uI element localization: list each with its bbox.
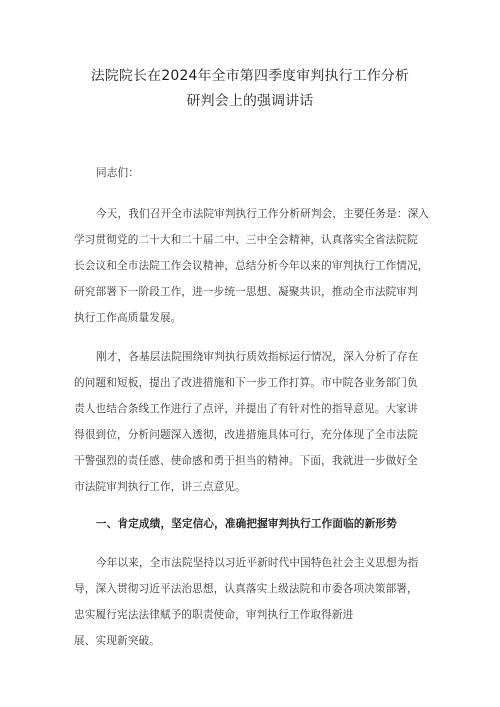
greeting: 同志们：: [96, 167, 139, 179]
paragraph-3-line-4: 展、实现新突破。: [74, 635, 160, 647]
paragraph-3-line-1: 今年以来，全市法院坚持以习近平新时代中国特色社会主义思想为指: [96, 557, 419, 569]
document-body: [74, 0, 430, 707]
section-heading-1: 一、肯定成绩，坚定信心，准确把握审判执行工作面临的新形势: [96, 518, 397, 530]
document-title-line-2: 研判会上的强调讲话: [186, 93, 314, 109]
paragraph-1-line-2: 学习贯彻党的二十大和二十届二中、三中全会精神，认真落实全省法院院: [74, 234, 418, 246]
paragraph-2-line-6: 市法院审判执行工作，讲三点意见。: [74, 481, 246, 493]
paragraph-1-line-3: 长会议和全市法院工作会议精神，总结分析今年以来的审判执行工作情况，: [74, 260, 429, 272]
paragraph-1-line-5: 执行工作高质量发展。: [74, 312, 182, 324]
paragraph-2-line-2: 的问题和短板，提出了改进措施和下一步工作打算。市中院各业务部门负: [74, 377, 418, 389]
document-title-line-1: 法院院长在2024年全市第四季度审判执行工作分析: [90, 68, 410, 84]
paragraph-2-line-1: 刚才，各基层法院围绕审判执行质效指标运行情况，深入分析了存在: [96, 351, 419, 363]
paragraph-1-line-1: 今天，我们召开全市法院审判执行工作分析研判会，主要任务是：深入: [96, 208, 430, 220]
paragraph-3-line-2: 导，深入贯彻习近平法治思想，认真落实上级法院和市委各项决策部署，: [74, 583, 418, 595]
paragraph-2-line-4: 得很到位，分析问题深入透彻，改进措施具体可行，充分体现了全市法院: [74, 429, 418, 441]
paragraph-1-line-4: 研究部署下一阶段工作，进一步统一思想、凝聚共识，推动全市法院审判: [74, 286, 418, 298]
paragraph-2-line-3: 责人也结合条线工作进行了点评，并提出了有针对性的指导意见。大家讲: [74, 403, 418, 415]
paragraph-3-line-3: 忠实履行宪法法律赋予的职责使命，审判执行工作取得新进: [74, 609, 354, 621]
paragraph-2-line-5: 干警强烈的责任感、使命感和勇于担当的精神。下面，我就进一步做好全: [74, 455, 418, 467]
